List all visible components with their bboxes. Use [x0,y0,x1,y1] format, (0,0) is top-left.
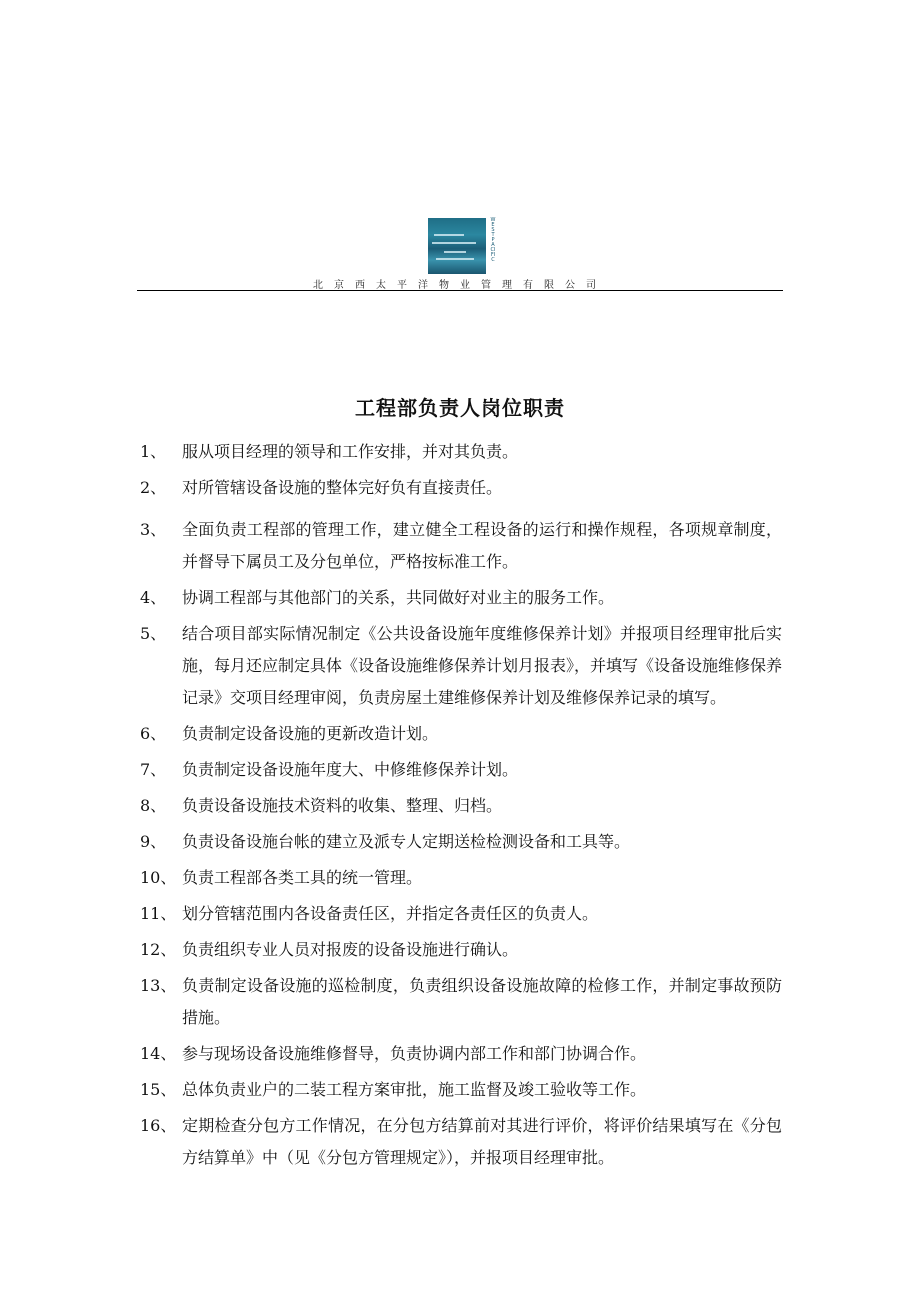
logo-vertical-text: WESTPACIFIC [490,217,496,263]
item-text: 定期检查分包方工作情况，在分包方结算前对其进行评价，将评价结果填写在《分包方结算单》中（见《分包方管理规定》），并报项目经理审批。 [182,1116,782,1167]
list-item [140,862,782,894]
list-item [140,754,782,786]
item-text: 负责制定设备设施年度大、中修维修保养计划。 [182,760,519,779]
item-text: 负责设备设施技术资料的收集、整理、归档。 [182,796,503,815]
item-number: 13、 [140,976,177,995]
company-logo [428,217,496,274]
item-number: 12、 [140,940,177,959]
item-number: 10、 [140,868,177,887]
item-number: 16、 [140,1116,177,1135]
duty-list [140,436,782,1178]
item-number: 2、 [140,478,167,497]
item-number: 14、 [140,1044,177,1063]
list-item [140,1110,782,1174]
list-item [140,618,782,714]
item-number: 7、 [140,760,167,779]
header-divider [137,290,783,291]
list-item [140,934,782,966]
item-number: 5、 [140,624,167,643]
item-text: 总体负责业户的二装工程方案审批，施工监督及竣工验收等工作。 [182,1080,647,1099]
item-text: 负责工程部各类工具的统一管理。 [182,868,423,887]
list-item [140,718,782,750]
item-text: 负责组织专业人员对报废的设备设施进行确认。 [182,940,519,959]
company-name: 北京西太平洋物业管理有限公司 [313,280,607,291]
logo-image [428,218,486,274]
list-item [140,826,782,858]
list-item [140,898,782,930]
item-text: 参与现场设备设施维修督导，负责协调内部工作和部门协调合作。 [182,1044,647,1063]
item-number: 9、 [140,832,167,851]
item-text: 协调工程部与其他部门的关系，共同做好对业主的服务工作。 [182,588,615,607]
list-item [140,1074,782,1106]
item-text: 划分管辖范围内各设备责任区，并指定各责任区的负责人。 [182,904,599,923]
list-item [140,514,782,578]
item-text: 负责制定设备设施的巡检制度，负责组织设备设施故障的检修工作，并制定事故预防措施。 [182,976,782,1027]
item-number: 15、 [140,1080,177,1099]
list-item [140,1038,782,1070]
item-text: 服从项目经理的领导和工作安排，并对其负责。 [182,442,519,461]
document-title: 工程部负责人岗位职责 [355,396,565,420]
item-number: 11、 [140,904,177,923]
list-item [140,472,782,504]
item-text: 结合项目部实际情况制定《公共设备设施年度维修保养计划》并报项目经理审批后实施，每月还应制定具体《设备设施维修保养计划月报表》，并填写《设备设施维修保养记录》交项目经理审阅，负责房屋土建维修保养计划及维修保养记录的填写。 [182,624,783,707]
item-number: 8、 [140,796,167,815]
item-number: 1、 [140,442,167,461]
item-number: 3、 [140,520,167,539]
item-text: 负责设备设施台帐的建立及派专人定期送检检测设备和工具等。 [182,832,631,851]
list-item [140,790,782,822]
item-text: 对所管辖设备设施的整体完好负有直接责任。 [182,478,503,497]
list-item [140,970,782,1034]
item-number: 4、 [140,588,167,607]
list-item [140,582,782,614]
item-text: 负责制定设备设施的更新改造计划。 [182,724,439,743]
item-number: 6、 [140,724,167,743]
item-text: 全面负责工程部的管理工作，建立健全工程设备的运行和操作规程，各项规章制度，并督导下属员工及分包单位，严格按标准工作。 [182,520,782,571]
list-item [140,436,782,468]
